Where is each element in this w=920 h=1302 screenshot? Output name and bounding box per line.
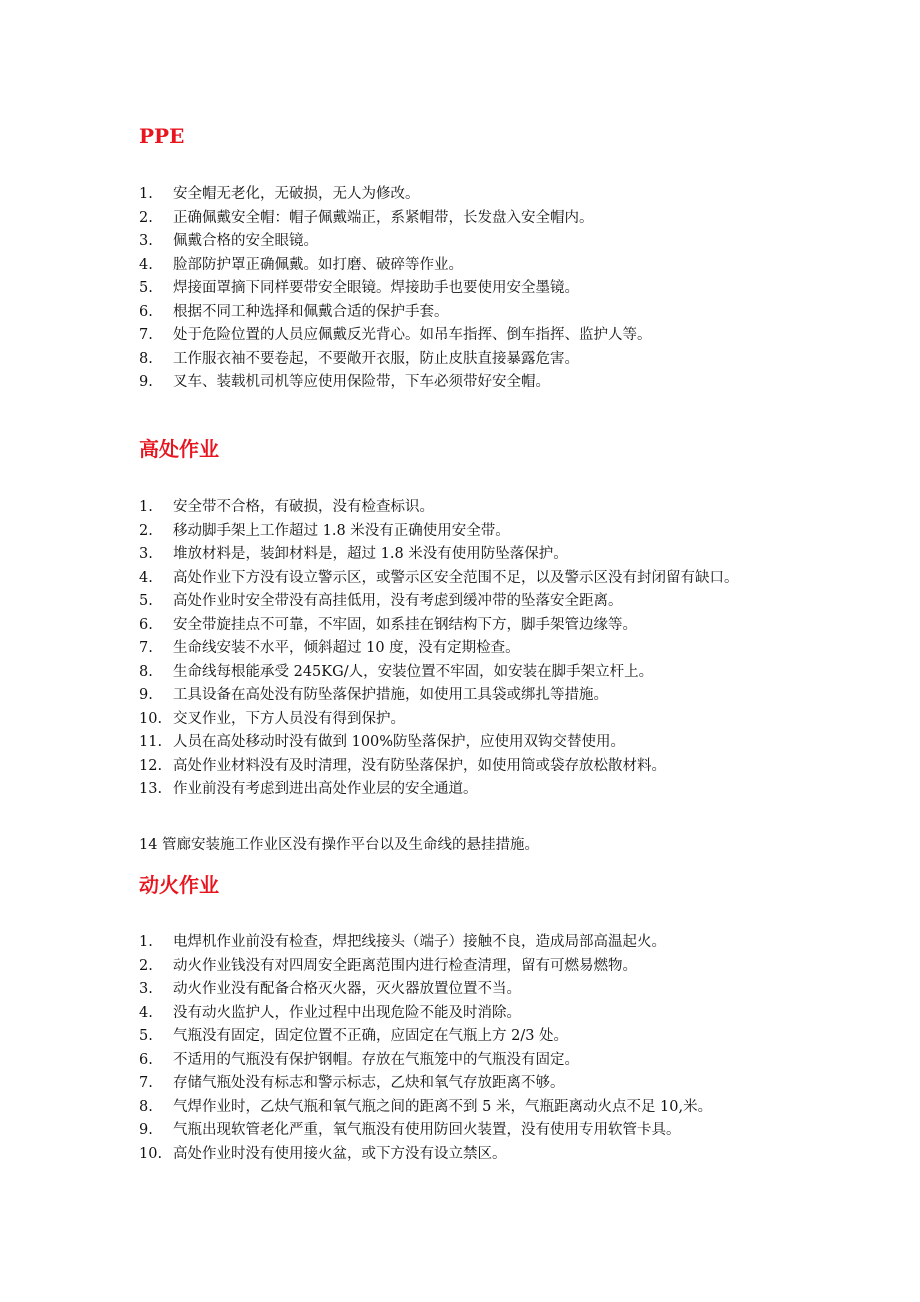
list-item-text: 处于危险位置的人员应佩戴反光背心。如吊车指挥、倒车指挥、监护人等。 [173,327,652,343]
list-item [139,371,789,395]
list-item-text: 动火作业没有配备合格灭火器，灭火器放置位置不当。 [173,981,521,997]
list-item [139,1119,789,1143]
list-item-number: 8. [139,350,153,367]
list-item [139,708,789,732]
list-item-text: 电焊机作业前没有检查，焊把线接头（端子）接触不良，造成局部高温起火。 [173,934,666,950]
list-item-number: 3. [139,546,153,562]
list-item-number: 6. [139,1051,153,1068]
ppe-list [139,183,789,395]
list-item [139,301,789,325]
list-item-number: 11. [139,734,163,750]
list-item-number: 9. [139,1122,153,1138]
list-item-number: 1. [139,499,153,515]
list-item [139,931,789,955]
list-item-text: 佩戴合格的安全眼镜。 [173,233,318,249]
list-item-number: 5. [139,593,153,609]
list-item-text: 堆放材料是，装卸材料是，超过 1.8 米没有使用防坠落保护。 [173,546,568,562]
list-item-number: 1. [139,186,153,202]
list-item-text: 移动脚手架上工作超过 1.8 米没有正确使用安全带。 [173,522,510,539]
list-item-number: 4. [139,256,153,273]
list-item [139,684,789,708]
list-item-text: 安全带不合格，有破损，没有检查标识。 [173,499,434,515]
list-item-number: 3. [139,981,153,997]
list-item [139,520,789,544]
list-item [139,614,789,638]
list-item-number: 5. [139,280,153,296]
list-item-text: 气瓶没有固定，固定位置不正确，应固定在气瓶上方 2/3 处。 [173,1028,569,1044]
list-item [139,590,789,614]
list-item [139,1025,789,1049]
list-item-number: 5. [139,1028,153,1044]
list-item [139,543,789,567]
list-item [139,1143,789,1167]
list-item-text: 工作服衣袖不要卷起，不要敞开衣服，防止皮肤直接暴露危害。 [173,350,579,367]
list-item-text: 正确佩戴安全帽：帽子佩戴端正，系紧帽带，长发盘入安全帽内。 [173,209,594,226]
list-item [139,661,789,685]
list-item-number: 6. [139,616,153,633]
list-item [139,324,789,348]
list-item-number: 10. [139,710,163,727]
list-item [139,978,789,1002]
list-item-text: 叉车、装载机司机等应使用保险带，下车必须带好安全帽。 [173,374,550,390]
list-item-text: 根据不同工种选择和佩戴合适的保护手套。 [173,303,449,320]
list-item [139,183,789,207]
list-item-text: 生命线安装不水平，倾斜超过 10 度，没有定期检查。 [173,640,520,656]
list-item [139,778,789,802]
list-item [139,496,789,520]
list-item-text: 高处作业材料没有及时清理，没有防坠落保护，如使用筒或袋存放松散材料。 [173,757,666,774]
list-item [139,567,789,591]
list-item-number: 7. [139,1075,153,1091]
list-item-text: 生命线每根能承受 245KG/人，安装位置不牢固，如安装在脚手架立杆上。 [173,663,654,680]
list-item-number: 4. [139,1004,153,1021]
list-item [139,277,789,301]
list-item [139,1096,789,1120]
list-item-number: 12. [139,757,163,774]
list-item-text: 脸部防护罩正确佩戴。如打磨、破碎等作业。 [173,256,463,273]
list-item-number: 8. [139,663,153,680]
list-item [139,637,789,661]
list-item-number: 7. [139,640,153,656]
list-item-text: 存储气瓶处没有标志和警示标志，乙炔和氧气存放距离不够。 [173,1075,565,1091]
list-item-number: 2. [139,522,153,539]
list-item-text: 高处作业下方没有设立警示区，或警示区安全范围不足，以及警示区没有封闭留有缺口。 [173,569,739,586]
list-item [139,348,789,372]
list-item-text: 人员在高处移动时没有做到 100%防坠落保护，应使用双钩交替使用。 [173,734,626,750]
list-item-number: 2. [139,957,153,974]
list-item [139,1049,789,1073]
list-item-number: 8. [139,1098,153,1115]
list-item-text: 高处作业时安全带没有高挂低用，没有考虑到缓冲带的坠落安全距离。 [173,593,623,609]
list-item-text: 高处作业时没有使用接火盆，或下方没有设立禁区。 [173,1145,507,1162]
list-item-number: 10. [139,1145,163,1162]
list-item-number: 9. [139,687,153,703]
list-item [139,207,789,231]
section-heading-hot-work: 动火作业 [139,873,219,897]
hot-work-list [139,931,789,1166]
list-item-number: 3. [139,233,153,249]
work-at-height-list [139,496,789,802]
list-item-text: 作业前没有考虑到进出高处作业层的安全通道。 [173,781,478,797]
list-item-text: 动火作业钱没有对四周安全距离范围内进行检查清理，留有可燃易燃物。 [173,957,637,974]
section-heading-work-at-height: 高处作业 [139,437,219,461]
list-item [139,1072,789,1096]
list-item [139,1002,789,1026]
list-item-text: 交叉作业，下方人员没有得到保护。 [173,710,405,727]
list-item-number: 13. [139,781,163,797]
list-item-text: 不适用的气瓶没有保护钢帽。存放在气瓶笼中的气瓶没有固定。 [173,1051,579,1068]
list-item-text: 气焊作业时，乙炔气瓶和氧气瓶之间的距离不到 5 米，气瓶距离动火点不足 10,米。 [173,1098,713,1115]
list-item-number: 6. [139,303,153,320]
section-heading-ppe: PPE [139,124,185,148]
list-item [139,230,789,254]
list-item-text: 工具设备在高处没有防坠落保护措施，如使用工具袋或绑扎等措施。 [173,687,608,703]
list-item-number: 2. [139,209,153,226]
list-item-number: 4. [139,569,153,586]
list-item-extra: 14 管廊安装施工作业区没有操作平台以及生命线的悬挂措施。 [139,837,540,853]
list-item-text: 安全帽无老化，无破损，无人为修改。 [173,186,420,202]
list-item-text: 没有动火监护人，作业过程中出现危险不能及时消除。 [173,1004,521,1021]
list-item [139,254,789,278]
list-item [139,755,789,779]
list-item-text: 气瓶出现软管老化严重，氧气瓶没有使用防回火装置，没有使用专用软管卡具。 [173,1122,681,1138]
list-item [139,731,789,755]
list-item-number: 1. [139,934,153,950]
list-item-number: 9. [139,374,153,390]
list-item [139,955,789,979]
list-item-text: 焊接面罩摘下同样要带安全眼镜。焊接助手也要使用安全墨镜。 [173,280,579,296]
list-item-text: 安全带旋挂点不可靠，不牢固，如系挂在钢结构下方，脚手架管边缘等。 [173,616,637,633]
list-item-number: 7. [139,327,153,343]
